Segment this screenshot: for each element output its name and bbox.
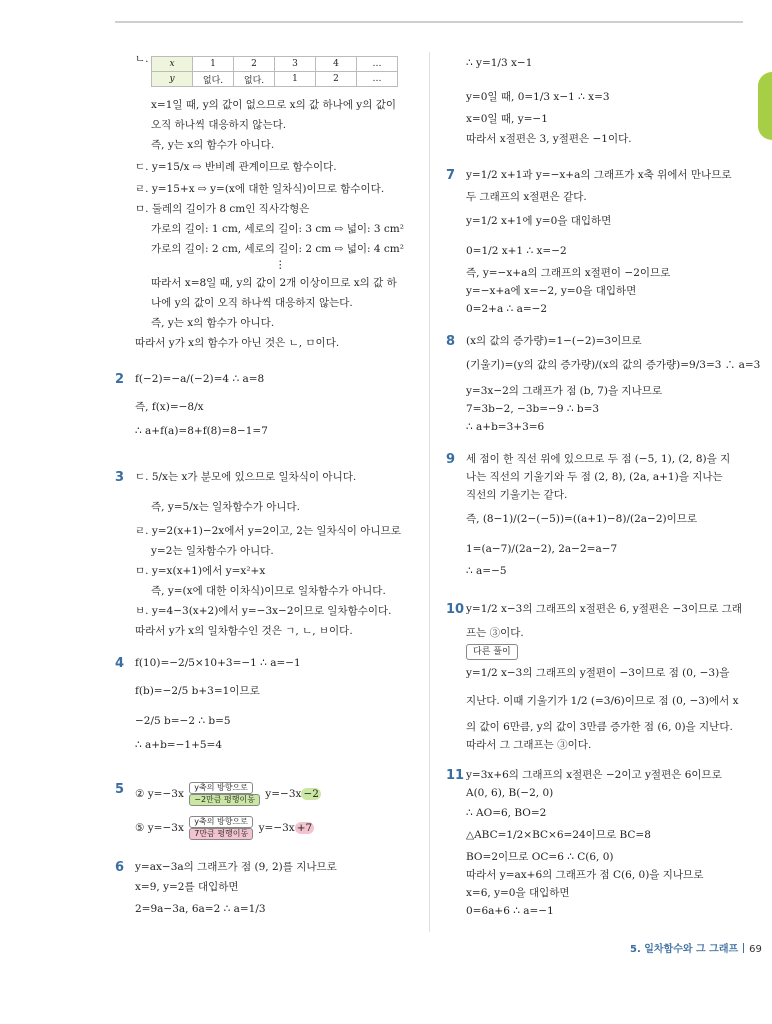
text-line: 즉, y=−x+a의 그래프의 x절편이 −2이므로: [466, 267, 671, 279]
text-line: 나는 직선의 기울기와 두 점 (2, 8), (2a, a+1)을 지나는: [466, 471, 723, 483]
chapter-tab: [758, 72, 772, 140]
text-line: 의 값이 6만큼, y의 값이 3만큼 증가한 점 (6, 0)을 지난다.: [466, 721, 733, 733]
text-line: f(b)=−2/5 b+3=1이므로: [135, 685, 260, 697]
text-line: 0=2+a ∴ a=−2: [466, 303, 548, 315]
column-divider: [429, 52, 430, 932]
text-line: ㅁ. 둘레의 길이가 8 cm인 직사각형은: [135, 203, 310, 215]
text-line: 오직 하나씩 대응하지 않는다.: [151, 119, 287, 131]
table-cell: 1: [193, 57, 234, 72]
text-line: y=3x+6의 그래프의 x절편은 −2이고 y절편은 6이므로: [466, 769, 722, 781]
text-line: 세 점이 한 직선 위에 있으므로 두 점 (−5, 1), (2, 8)을 지: [466, 453, 731, 465]
text-line: 가로의 길이: 2 cm, 세로의 길이: 2 cm ⇨ 넓이: 4 cm²: [151, 243, 404, 255]
table-cell: 2: [234, 57, 275, 72]
text-line: 즉, y=(x에 대한 이차식)이므로 일차함수가 아니다.: [151, 585, 386, 597]
text-line: y=3x−2의 그래프가 점 (b, 7)을 지나므로: [466, 385, 663, 397]
text-line: y=−x+a에 x=−2, y=0을 대입하면: [466, 285, 637, 297]
text-line: A(0, 6), B(−2, 0): [466, 787, 554, 799]
expr: ② y=−3x: [135, 788, 184, 800]
problem-number: 3: [115, 470, 125, 485]
page-footer: [630, 940, 762, 955]
text-line: 따라서 그 그래프는 ③이다.: [466, 739, 592, 751]
text-line: ㄷ. y=15/x ⇨ 반비례 관계이므로 함수이다.: [135, 161, 337, 173]
table-cell: x: [152, 57, 193, 72]
table-cell: …: [357, 57, 398, 72]
text-line: y=1/2 x−3의 그래프의 y절편이 −3이므로 점 (0, −3)을: [466, 667, 730, 679]
text-line: 따라서 x절편은 3, y절편은 −1이다.: [466, 133, 632, 145]
text-line: 0=6a+6 ∴ a=−1: [466, 905, 554, 917]
text-line: ∴ y=1/3 x−1: [466, 57, 533, 69]
text-line: f(10)=−2/5×10+3=−1 ∴ a=−1: [135, 657, 301, 669]
text-line: ⋮: [275, 259, 286, 271]
text-line: x=1일 때, y의 값이 없으므로 x의 값 하나에 y의 값이: [151, 99, 396, 111]
text-line: 7=3b−2, −3b=−9 ∴ b=3: [466, 403, 600, 415]
text-line: 가로의 길이: 1 cm, 세로의 길이: 3 cm ⇨ 넓이: 3 cm²: [151, 223, 404, 235]
table-cell: …: [357, 72, 398, 87]
text-line: 1=(a−7)/(2a−2), 2a−2=a−7: [466, 543, 618, 555]
text-line: y=0일 때, 0=1/3 x−1 ∴ x=3: [466, 91, 610, 103]
text-line: [135, 816, 314, 840]
text-line: 프는 ③이다.: [466, 627, 524, 639]
problem-number: 7: [446, 168, 456, 183]
top-rule: [115, 21, 743, 23]
highlight: −2: [303, 788, 319, 800]
text-line: (기울기)=(y의 값의 증가량)/(x의 값의 증가량)=9/3=3 ∴ a=3: [466, 359, 761, 371]
shift-box: y축의 방향으로: [189, 816, 253, 828]
text-line: 따라서 y가 x의 함수가 아닌 것은 ㄴ, ㅁ이다.: [135, 337, 340, 349]
highlight: +7: [296, 822, 313, 834]
shift-box: 7만큼 평행이동: [189, 828, 253, 840]
text-line: 지난다. 이때 기울기가 1/2 (=3/6)이므로 점 (0, −3)에서 x: [466, 695, 739, 707]
text-line: x=9, y=2를 대입하면: [135, 881, 239, 893]
text-line: 즉, y는 x의 함수가 아니다.: [151, 317, 275, 329]
problem-number: 10: [446, 602, 465, 617]
expr: y=−3x: [258, 822, 295, 834]
problem-number: 5: [115, 782, 125, 797]
text-line: 0=1/2 x+1 ∴ x=−2: [466, 245, 567, 257]
text-line: y=1/2 x+1과 y=−x+a의 그래프가 x축 위에서 만나므로: [466, 169, 732, 181]
problem-number: 4: [115, 656, 125, 671]
text-line: 따라서 y=ax+6의 그래프가 점 C(6, 0)을 지나므로: [466, 869, 704, 881]
text-line: 나에 y의 값이 오직 하나씩 대응하지 않는다.: [151, 297, 353, 309]
text-line: y=1/2 x−3의 그래프의 x절편은 6, y절편은 −3이므로 그래: [466, 603, 743, 615]
table-cell: 2: [316, 72, 357, 87]
text-line: 즉, y는 x의 함수가 아니다.: [151, 139, 275, 151]
shift-box: −2만큼 평행이동: [189, 794, 260, 806]
text-line: △ABC=1/2×BC×6=24이므로 BC=8: [466, 829, 651, 841]
text-line: 즉, y=5/x는 일차함수가 아니다.: [151, 501, 300, 513]
text-line: y=1/2 x+1에 y=0을 대입하면: [466, 215, 612, 227]
text-line: 즉, (8−1)/(2−(−5))=((a+1)−8)/(2a−2)이므로: [466, 513, 698, 525]
text-line: ㅁ. y=x(x+1)에서 y=x²+x: [135, 565, 266, 577]
text-line: BO=2이므로 OC=6 ∴ C(6, 0): [466, 851, 614, 863]
text-line: ㄷ. 5/x는 x가 분모에 있으므로 일차식이 아니다.: [135, 471, 357, 483]
alt-solution-badge: 다른 풀이: [466, 644, 518, 660]
text-line: 2=9a−3a, 6a=2 ∴ a=1/3: [135, 903, 266, 915]
table-cell: y: [152, 72, 193, 87]
xy-table: [151, 56, 398, 87]
text-line: y=2는 일차함수가 아니다.: [151, 545, 274, 557]
table-cell: 1: [275, 72, 316, 87]
text-line: 따라서 x=8일 때, y의 값이 2개 이상이므로 x의 값 하: [151, 277, 397, 289]
text-line: f(−2)=−a/(−2)=4 ∴ a=8: [135, 373, 265, 385]
text-line: ∴ a+b=−1+5=4: [135, 739, 223, 751]
problem-number: 9: [446, 452, 456, 467]
chapter-title: 5. 일차함수와 그 그래프: [630, 944, 739, 955]
text-line: ∴ a+f(a)=8+f(8)=8−1=7: [135, 425, 268, 437]
text-line: x=6, y=0을 대입하면: [466, 887, 570, 899]
table-cell: 없다.: [234, 72, 275, 87]
problem-number: 8: [446, 334, 456, 349]
shift-box: y축의 방향으로: [189, 782, 253, 794]
table-cell: 3: [275, 57, 316, 72]
text-line: y=ax−3a의 그래프가 점 (9, 2)를 지나므로: [135, 861, 337, 873]
text-line: ∴ AO=6, BO=2: [466, 807, 547, 819]
text-line: [135, 782, 321, 806]
page-number: 69: [749, 944, 762, 955]
text-line: 직선의 기울기는 같다.: [466, 489, 568, 501]
item-mark: ㄴ.: [135, 53, 149, 65]
expr: y=−3x: [265, 788, 302, 800]
text-line: −2/5 b=−2 ∴ b=5: [135, 715, 231, 727]
table-cell: 없다.: [193, 72, 234, 87]
text-line: 즉, f(x)=−8/x: [135, 401, 204, 413]
text-line: ∴ a=−5: [466, 565, 507, 577]
text-line: 따라서 y가 x의 일차함수인 것은 ㄱ, ㄴ, ㅂ이다.: [135, 625, 353, 637]
expr: ⑤ y=−3x: [135, 822, 184, 834]
problem-number: 6: [115, 860, 125, 875]
text-line: ㅂ. y=4−3(x+2)에서 y=−3x−2이므로 일차함수이다.: [135, 605, 392, 617]
text-line: ㄹ. y=15+x ⇨ y=(x에 대한 일차식)이므로 함수이다.: [135, 183, 385, 195]
problem-number: 2: [115, 372, 125, 387]
text-line: ㄹ. y=2(x+1)−2x에서 y=2이고, 2는 일차식이 아니므로: [135, 525, 401, 537]
table-cell: 4: [316, 57, 357, 72]
problem-number: 11: [446, 768, 465, 783]
text-line: ∴ a+b=3+3=6: [466, 421, 545, 433]
text-line: x=0일 때, y=−1: [466, 113, 548, 125]
text-line: (x의 값의 증가량)=1−(−2)=3이므로: [466, 335, 642, 347]
text-line: 두 그래프의 x절편은 같다.: [466, 191, 587, 203]
